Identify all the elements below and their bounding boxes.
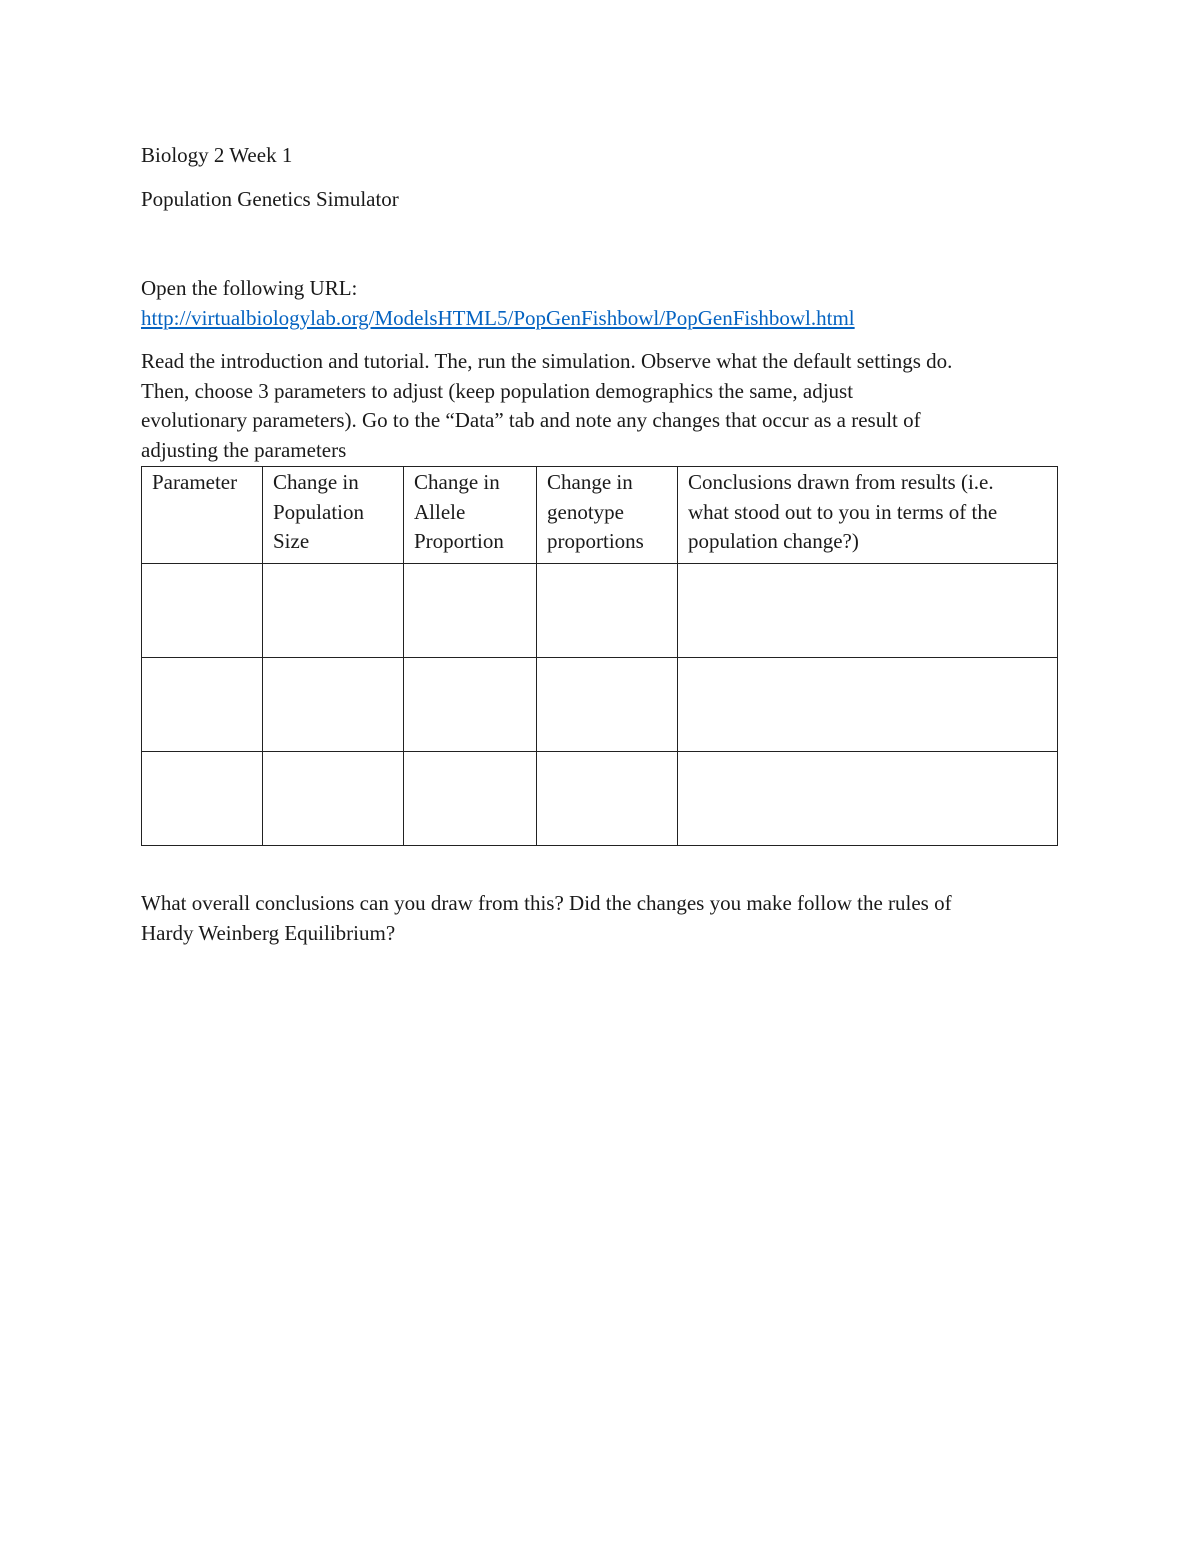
header-conclusions — [678, 467, 1058, 564]
table-cell[interactable] — [537, 752, 678, 846]
instructions-line: evolutionary parameters). Go to the “Data” tab and note any changes that occur as a result of — [141, 408, 921, 432]
conclusion-line: Hardy Weinberg Equilibrium? — [141, 920, 396, 945]
header-text: genotype — [547, 499, 624, 524]
header-text: Size — [273, 529, 310, 553]
table-row — [142, 752, 1058, 846]
table-cell[interactable] — [537, 658, 678, 752]
table-row — [142, 564, 1058, 658]
header-text: Change in — [414, 470, 500, 494]
header-text: Change in — [547, 470, 633, 494]
header-text: proportions — [547, 529, 644, 553]
header-allele-proportion — [404, 467, 537, 564]
header-text: what stood out to you in terms of the — [688, 499, 998, 524]
table-cell[interactable] — [404, 752, 537, 846]
header-text: Conclusions drawn from results (i.e. — [688, 470, 994, 494]
header-population-size — [263, 467, 404, 564]
table-cell[interactable] — [404, 564, 537, 658]
table-cell[interactable] — [537, 564, 678, 658]
table-cell[interactable] — [678, 752, 1058, 846]
instructions-line: adjusting the parameters — [141, 437, 347, 462]
instructions-line: Then, choose 3 parameters to adjust (keep population demographics the same, adjust — [141, 378, 854, 403]
conclusion-line: What overall conclusions can you draw from this? Did the changes you make follow the rules of — [141, 891, 952, 915]
header-text: Change in — [273, 470, 359, 494]
url-label: Open the following URL: — [141, 276, 358, 300]
header-text: Proportion — [414, 529, 504, 553]
header-text: Parameter — [152, 470, 238, 494]
header-parameter — [142, 467, 263, 564]
table-cell[interactable] — [263, 564, 404, 658]
instructions-paragraph — [141, 347, 1057, 465]
header-text: Allele — [414, 499, 466, 524]
document-title: Biology 2 Week 1 — [141, 143, 293, 167]
table-cell[interactable] — [678, 564, 1058, 658]
header-text: Population — [273, 499, 365, 524]
conclusion-question — [141, 889, 1057, 948]
header-genotype-proportions — [537, 467, 678, 564]
results-table — [141, 466, 1058, 846]
document-subtitle: Population Genetics Simulator — [141, 186, 399, 211]
instructions-line: Read the introduction and tutorial. The, run the simulation. Observe what the default settings do. — [141, 349, 953, 373]
simulator-url-link[interactable]: http://virtualbiologylab.org/ModelsHTML5/PopGenFishbowl/PopGenFishbowl.html — [141, 305, 855, 330]
table-cell[interactable] — [142, 752, 263, 846]
document-content — [141, 141, 1057, 948]
table-row — [142, 658, 1058, 752]
table-cell[interactable] — [263, 658, 404, 752]
table-cell[interactable] — [142, 658, 263, 752]
table-cell[interactable] — [678, 658, 1058, 752]
table-cell[interactable] — [404, 658, 537, 752]
table-cell[interactable] — [142, 564, 263, 658]
table-cell[interactable] — [263, 752, 404, 846]
table-header-row — [142, 467, 1058, 564]
header-text: population change?) — [688, 529, 859, 553]
